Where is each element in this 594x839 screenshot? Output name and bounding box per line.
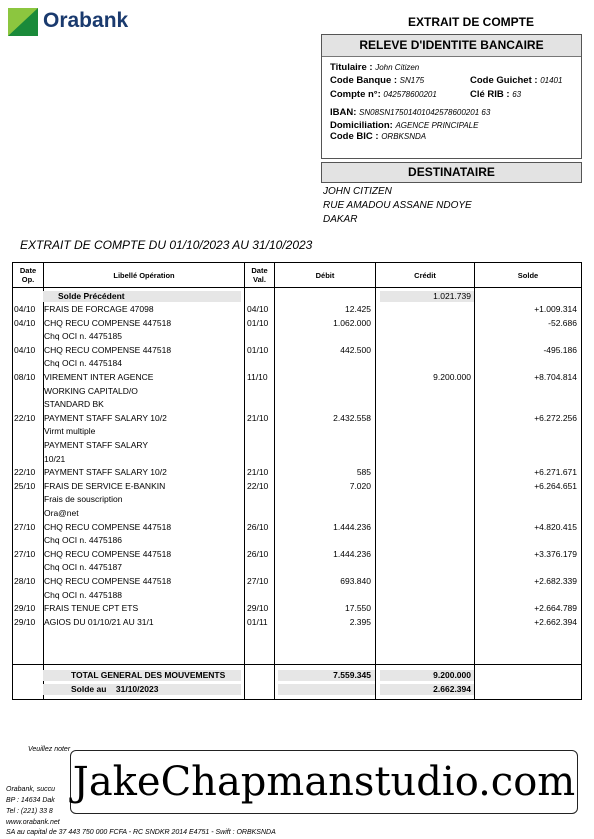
row-solde: +1.009.314 [534,304,577,314]
header-date-op: Date Op. [19,266,37,284]
row-lib: Chq OCI n. 4475187 [44,562,122,573]
row-solde: +2.662.394 [534,616,577,627]
totals-credit: 9.200.000 [433,670,471,680]
row-lib: CHQ RECU COMPENSE 447518 [44,317,172,328]
row-lib: Virmt multiple [44,426,96,437]
row-debit: 442.500 [340,344,371,355]
footer-bp: BP : 14634 Dak [6,797,55,804]
row-lib: STANDARD BK [44,399,104,410]
row-lib: Chq OCI n. 4475185 [44,331,122,342]
row-debit: 17.550 [345,603,371,614]
row-lib: FRAIS TENUE CPT ETS [44,603,139,614]
row-solde: -52.686 [548,317,577,328]
iban-field: IBAN: SN08SN17501401042578600201 63 [330,107,491,118]
cle-rib-field: Clé RIB : 63 [470,89,522,100]
row-date: 22/10 [14,467,36,478]
row-solde: +2.664.789 [534,603,577,614]
orabank-logo-icon [8,8,38,36]
watermark-banner: JakeChapmanstudio.com [70,750,578,814]
row-solde: -495.186 [543,344,577,355]
row-debit: 7.020 [349,480,371,491]
code-guichet-field: Code Guichet : 01401 [470,75,563,86]
row-lib: PAYMENT STAFF SALARY [44,440,149,450]
row-debit: 2.395 [349,616,371,627]
row-lib: Ora@net [44,508,79,518]
row-val: 11/10 [247,372,268,382]
statement-table [12,262,582,700]
row-lib: FRAIS DE FORCAGE 47098 [44,304,154,314]
row-date: 08/10 [14,372,36,382]
row-debit: 1.062.000 [333,317,371,328]
row-val: 26/10 [247,548,269,559]
row-lib: Chq OCI n. 4475188 [44,589,122,600]
row-lib: AGIOS DU 01/10/21 AU 31/1 [44,616,154,627]
row-lib: CHQ RECU COMPENSE 447518 [44,344,172,355]
row-lib: CHQ RECU COMPENSE 447518 [44,576,172,586]
header-date-val: Date Val. [251,266,268,284]
footer-company: Orabank, succu [6,786,56,793]
titulaire-field: Titulaire : John Citizen [330,62,420,73]
row-val: 01/10 [247,344,269,355]
row-val: 27/10 [247,576,269,586]
row-debit: 12.425 [345,304,371,314]
row-date: 29/10 [14,603,36,614]
statement-period: EXTRAIT DE COMPTE DU 01/10/2023 AU 31/10/2023 [20,238,313,252]
recipient-name: JOHN CITIZEN [323,186,392,197]
totals-label: TOTAL GENERAL DES MOUVEMENTS [71,670,226,680]
row-date: 04/10 [14,317,36,328]
row-val: 01/11 [247,616,268,627]
row-val: 21/10 [247,412,269,423]
row-date: 29/10 [14,616,36,627]
closing-label: Solde au 31/10/2023 [71,684,159,694]
row-lib: FRAIS DE SERVICE E-BANKIN [44,480,166,491]
header-debit: Débit [315,270,335,280]
row-val: 01/10 [247,317,269,328]
row-debit: 693.840 [340,576,371,586]
opening-balance-credit: 1.021.739 [433,291,471,301]
footer-tel: Tel : (221) 33 8 [6,808,53,815]
row-lib: PAYMENT STAFF SALARY 10/2 [44,412,167,423]
row-date: 27/10 [14,521,36,532]
row-date: 04/10 [14,344,36,355]
row-date: 22/10 [14,412,36,423]
row-solde: +3.376.179 [534,548,577,559]
recipient-city: DAKAR [323,214,358,225]
footer-note: Veuillez noter [28,746,71,753]
header-solde: Solde [517,270,539,280]
row-credit: 9.200.000 [433,372,471,382]
row-debit: 1.444.236 [333,521,371,532]
row-debit: 2.432.558 [333,412,371,423]
closing-balance: 2.662.394 [433,684,471,694]
row-solde: +6.272.256 [534,412,577,423]
row-solde: +4.820.415 [534,521,577,532]
row-lib: Chq OCI n. 4475184 [44,358,122,369]
totals-debit: 7.559.345 [333,670,371,680]
row-lib: CHQ RECU COMPENSE 447518 [44,548,172,559]
row-val: 04/10 [247,304,269,314]
footer-capital: SA au capital de 37 443 750 000 FCFA - RC SNDKR 2014 E4751 - Swift : ORBKSNDA [6,829,276,836]
row-debit: 1.444.236 [333,548,371,559]
row-debit: 585 [356,467,371,478]
rib-box [321,34,582,159]
row-date: 28/10 [14,576,36,586]
row-date: 25/10 [14,480,36,491]
rib-title: RELEVE D'IDENTITE BANCAIRE [322,35,581,57]
row-lib: VIREMENT INTER AGENCE [44,372,154,382]
header-libelle: Libellé Opération [113,270,175,280]
destinataire-title: DESTINATAIRE [321,162,582,183]
domiciliation-field: Domiciliation: AGENCE PRINCIPALE [330,120,479,131]
row-solde: +8.704.814 [534,372,577,382]
row-lib: Frais de souscription [44,494,123,505]
document-title: EXTRAIT DE COMPTE [407,15,534,29]
header-credit: Crédit [414,270,436,280]
row-solde: +6.264.651 [534,480,577,491]
orabank-logo [8,8,143,36]
brand-name: Orabank [43,9,129,32]
row-lib: Chq OCI n. 4475186 [44,535,122,546]
compte-field: Compte n°: 042578600201 [330,89,437,100]
row-val: 22/10 [247,480,269,491]
row-val: 26/10 [247,521,269,532]
row-solde: +2.682.339 [534,576,577,586]
bic-field: Code BIC : ORBKSNDA [330,131,427,142]
footer-web: www.orabank.net [6,819,60,826]
row-lib: CHQ RECU COMPENSE 447518 [44,521,172,532]
row-val: 21/10 [247,467,269,478]
row-val: 29/10 [247,603,269,614]
code-banque-field: Code Banque : SN175 [330,75,425,86]
row-lib: WORKING CAPITALD/O [44,385,138,396]
recipient-street: RUE AMADOU ASSANE NDOYE [323,200,472,211]
row-date: 27/10 [14,548,36,559]
row-lib: PAYMENT STAFF SALARY 10/2 [44,467,167,478]
row-date: 04/10 [14,304,36,314]
opening-balance-label: Solde Précédent [58,291,125,301]
row-lib: 10/21 [44,453,66,464]
row-solde: +6.271.671 [534,467,577,478]
